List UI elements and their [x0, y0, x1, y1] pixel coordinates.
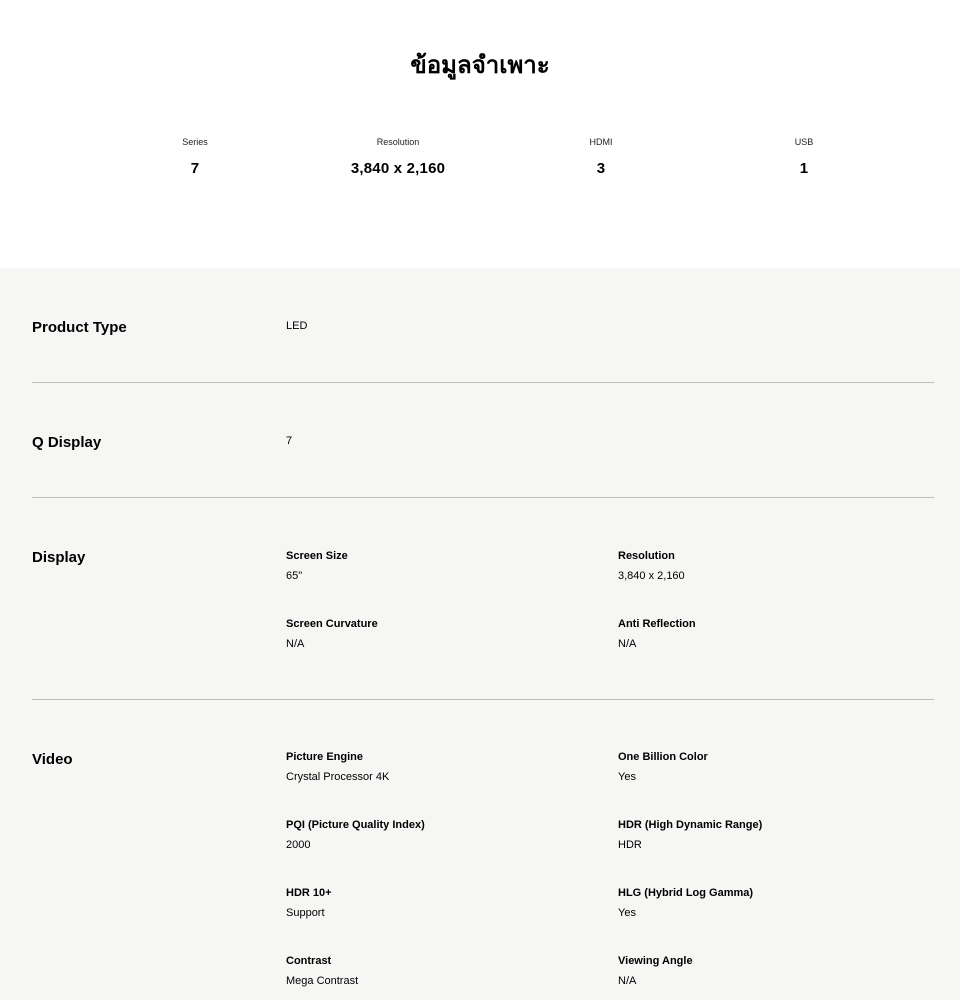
highlight-value: 7: [190, 160, 200, 177]
highlight-label: Series: [182, 137, 208, 147]
spec-item-viewing-angle: [618, 954, 918, 988]
spec-group-title: Q Display: [32, 434, 102, 451]
spec-group-title: Video: [32, 751, 73, 768]
spec-item-value: 3,840 x 2,160: [618, 570, 685, 582]
spec-group-title: Display: [32, 549, 86, 566]
highlight-resolution: [351, 136, 445, 179]
highlight-value: 3: [596, 160, 606, 177]
spec-item-value: 2000: [286, 839, 311, 851]
highlight-value: 1: [799, 160, 809, 177]
spec-item-value: N/A: [618, 975, 637, 987]
page-title: ข้อมูลจำเพาะ: [410, 51, 550, 79]
spec-item-value: N/A: [618, 638, 637, 650]
spec-item-label: HLG (Hybrid Log Gamma): [618, 887, 754, 899]
spec-item-picture-engine: [286, 750, 586, 784]
spec-value: LED: [286, 320, 308, 332]
spec-item-one-billion-color: [618, 750, 918, 784]
spec-item-hdr10-plus: [286, 886, 586, 920]
spec-group-video: [32, 700, 934, 1000]
highlight-label: Resolution: [376, 137, 420, 147]
spec-item-value: N/A: [286, 638, 305, 650]
spec-item-hlg: [618, 886, 918, 920]
spec-item-value: Mega Contrast: [286, 975, 359, 987]
spec-item-hdr: [618, 818, 918, 852]
spec-item-label: Screen Size: [286, 550, 348, 562]
spec-item-label: Resolution: [618, 550, 675, 562]
spec-item-label: One Billion Color: [618, 751, 708, 763]
spec-list: [0, 268, 960, 1000]
highlight-label: USB: [794, 137, 814, 147]
spec-group-title: Product Type: [32, 319, 127, 336]
highlight-hdmi: [590, 136, 613, 179]
spec-group-display: [32, 498, 934, 700]
spec-item-value: 65": [286, 570, 303, 582]
spec-item-label: PQI (Picture Quality Index): [286, 819, 425, 831]
highlight-usb: [795, 136, 814, 179]
spec-item-pqi: [286, 818, 586, 852]
spec-item-anti-reflection: [618, 617, 918, 651]
spec-item-label: Screen Curvature: [286, 618, 378, 630]
spec-item-contrast: [286, 954, 586, 988]
spec-item-resolution: [618, 549, 918, 583]
spec-summary: [0, 0, 960, 268]
spec-group-product-type: [32, 268, 934, 383]
spec-item-label: HDR (High Dynamic Range): [618, 819, 763, 831]
spec-item-label: Viewing Angle: [618, 955, 693, 967]
highlight-value: 3,840 x 2,160: [350, 160, 446, 177]
spec-item-label: Anti Reflection: [618, 618, 696, 630]
spec-group-q-display: [32, 383, 934, 498]
spec-item-value: HDR: [618, 839, 642, 851]
spec-item-value: Yes: [618, 907, 636, 919]
spec-item-label: Contrast: [286, 955, 332, 967]
spec-item-value: Yes: [618, 771, 636, 783]
spec-item-value: Support: [286, 907, 325, 919]
highlight-label: HDMI: [589, 137, 613, 147]
spec-item-label: Picture Engine: [286, 751, 364, 763]
spec-item-label: HDR 10+: [286, 887, 332, 899]
spec-item-screen-curvature: [286, 617, 586, 651]
spec-value: 7: [286, 435, 293, 447]
highlight-series: [182, 136, 208, 179]
spec-item-value: Crystal Processor 4K: [286, 771, 390, 783]
spec-item-screen-size: [286, 549, 586, 583]
